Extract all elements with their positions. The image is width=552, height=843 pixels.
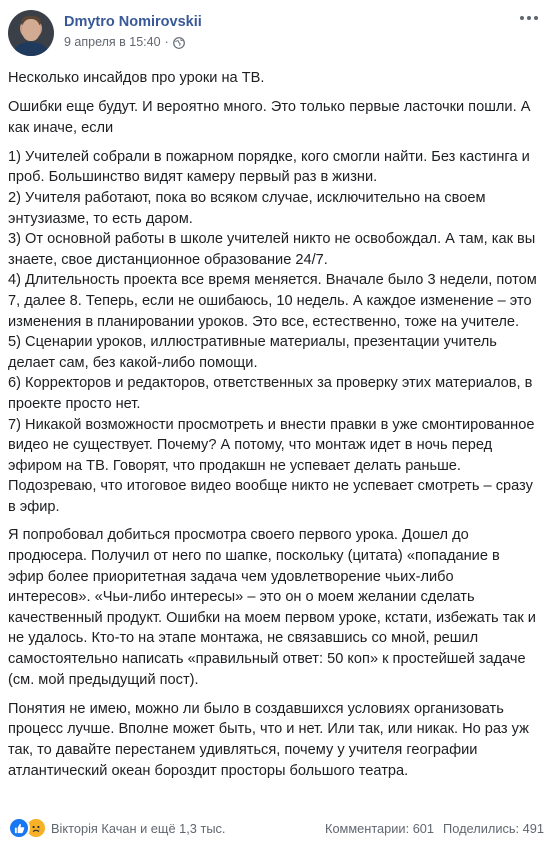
list-item-3: 3) От основной работы в школе учителей никто не освобождал. А там, как вы знаете, свое дистанционное образование 24/7.: [8, 231, 536, 268]
shares-count[interactable]: Поделились: 491: [443, 820, 544, 836]
comments-count[interactable]: Комментарии: 601: [324, 820, 435, 836]
like-reaction-icon: [8, 817, 30, 839]
post-footer: [8, 817, 544, 839]
list-item-2: 2) Учителя работают, пока во всяком случае, исключительно на своем энтузиазме, то есть даром.: [8, 189, 486, 227]
reactions-text: Вікторія Качан и ещё 1,3 тыс.: [51, 820, 226, 836]
post-timestamp[interactable]: 9 апреля в 15:40: [64, 35, 161, 49]
time-row: [64, 35, 202, 50]
globe-icon: [173, 37, 185, 49]
post-stats: [325, 821, 544, 836]
list-item-4: 4) Длительность проекта все время меняется. Вначале было 3 недели, потом 7, далее 8. Теперь, если не ошибаюсь, 10 недель. А каждое изменение – это изменения в планировании уроков. Это все, естественно, тоже на учителе.: [8, 272, 537, 330]
list-item-5: 5) Сценарии уроков, иллюстративные материалы, презентации учитель делает сам, без какой-либо помощи.: [8, 334, 497, 371]
post-paragraph-1: Несколько инсайдов про уроки на ТВ.: [8, 70, 265, 86]
author-avatar[interactable]: [8, 10, 54, 56]
post-paragraph-3: Я попробовал добиться просмотра своего первого урока. Дошел до продюсера. Получил от него по шапке, поскольку (цитата) «попадание в эфир более приоритетная задача чем удовлетворение чьих-либо интересов». «Чьи-либо интересы» – это он о моем желании сделать качественный продукт. Ошибки на моем первом уроке, кстати, избежать так и не удалось. Кто-то на этапе монтажа, не связавшись со мной, решил самостоятельно написать «правильный ответ: 50 коп» к простейшей задаче (см. мой предыдущий пост).: [8, 527, 536, 688]
list-item-6: 6) Корректоров и редакторов, ответственных за проверку этих материалов, в проекте просто нет.: [8, 375, 533, 412]
meta-separator: ·: [164, 35, 169, 49]
post-paragraph-4: Понятия не имею, можно ли было в создавшихся условиях организовать процесс лучше. Вполне может быть, что и нет. Или так, или никак. Но раз уж так, то давайте перестанем удивляться, почему у учителя географии атлантический океан бороздит просторы большого театра.: [8, 700, 529, 779]
post-paragraph-2: Ошибки еще будут. И вероятно много. Это только первые ласточки пошли. А как иначе, если: [8, 99, 531, 136]
post-list: [8, 147, 538, 518]
author-name[interactable]: Dmytro Nomirovskii: [64, 14, 202, 30]
post-header: [8, 10, 202, 56]
list-item-1: 1) Учителей собрали в пожарном порядке, кого смогли найти. Без кастинга и проб. Большинство видят камеру первый раз в жизни.: [8, 148, 530, 186]
list-item-7: 7) Никакой возможности просмотреть и внести правки в уже смонтированное видео не существует. Почему? А потому, что монтаж идет в ночь перед эфиром на ТВ. Говорят, что продакшн не успевает делать раньше. Подозреваю, что итоговое видео вообще никто не успевает смотреть – сразу в эфир.: [8, 416, 535, 515]
more-options-icon[interactable]: [520, 16, 538, 20]
post-meta: [64, 10, 202, 50]
reactions-summary[interactable]: [8, 817, 225, 839]
post-body: [8, 68, 538, 781]
